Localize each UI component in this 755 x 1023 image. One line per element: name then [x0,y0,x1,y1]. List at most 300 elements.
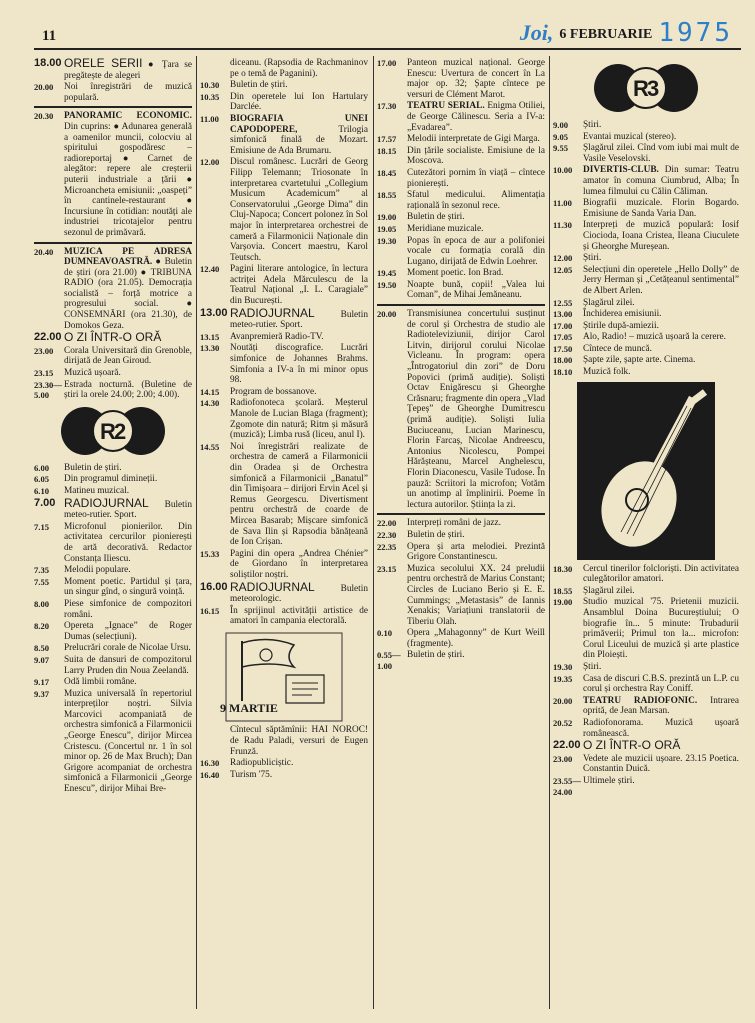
entry-time: 23.00 [34,345,54,356]
entry-description: Biografii muzicale. Florin Bogardo. Emisiune de Sanda Varia Dan. [583,198,739,219]
column-4 [553,58,739,1007]
entry-text [583,597,739,661]
entry-description: Enigma Otiliei, de George Călinescu. Seria a IV-a: „Evadarea”. [407,101,545,133]
entry-text [407,542,545,563]
entry-text [230,305,368,331]
entry-time: 12.00 [553,253,573,264]
program-entry [200,305,368,331]
program-entry [200,92,368,113]
entry-text [583,265,739,297]
entry-description: Noutăți discografice. Lucrări simfonice de Johannes Brahms. Simfonia a IV-a în mi minor opus 98. [230,343,368,386]
entry-time: 17.05 [553,332,573,343]
entry-time: 20.40 [34,246,54,257]
entry-text [407,190,545,211]
entry-time: 22.35 [377,541,397,552]
program-entry [553,120,739,131]
program-entry [553,740,739,753]
entry-description: Buletin meteo-rutier. Sport. [230,309,368,331]
program-entry [377,168,545,189]
entry-time [200,725,230,757]
entry-text [230,770,368,781]
entry-text [583,355,739,366]
entry-time: 18.00 [553,355,573,366]
entry-time: 6.00 [34,462,50,473]
entry-text [230,264,368,306]
entry-text [230,549,368,581]
entry-text [583,332,739,343]
program-entry [34,495,192,521]
entry-description: Din cuprins: ● Adunarea generală a oamenilor muncii, colocviu al spiritului gospodăresc – radioreportaj ● Carnet de alegător: repere ale creșterii puterii industriale a țării ● Microancheta emisiunii: „oaspeți” în cantinele-restaurant ● Incursiune în cotidian: noutăți ale industriei tricotajelor pentru sezonul de primăvară. [64,121,192,238]
program-entry [377,518,545,529]
entry-description: Pagini din opera „Andrea Chénier” de Giordano în interpretarea soliștilor noștri. [230,548,368,580]
entry-description: Selecțiuni din operetele „Hello Dolly” de Jerry Herman și „Cetățeanul sentimental” de Albert Arlen. [583,264,739,296]
section-rule [377,304,545,306]
program-entry [200,758,368,769]
svg-text:3: 3 [647,76,660,101]
entry-time: 19.00 [553,597,573,608]
entry-description: Turism '75. [230,769,273,780]
svg-text:2: 2 [114,418,127,444]
entry-description: Matineu muzical. [64,486,130,496]
entry-text [230,398,368,440]
entry-description: Microfonul pionierilor. Din activitatea cercurilor pionierești de artă decorativă. Redactor Constanța Iliescu. [64,521,192,564]
program-entry [377,190,545,211]
entry-time: 13.00 [553,309,573,320]
program-entry [377,236,545,268]
entry-description: Muzică ușoară. [64,368,121,379]
program-entry [34,346,192,367]
entry-description: Interpreți români de jazz. [407,518,501,529]
column-divider [196,56,197,1009]
program-entry [377,134,545,145]
entry-text [583,754,739,775]
entry-text [583,298,739,309]
dateline [520,20,733,46]
entry-time: 0.55—1.00 [377,650,401,672]
program-entry [377,309,545,510]
year-label: 1975 [658,18,733,48]
program-entry [553,220,739,252]
program-entry [34,599,192,620]
program-entry [377,628,545,649]
entry-text [583,321,739,332]
program-entry [34,380,192,401]
program-entry [200,549,368,581]
entry-text [583,309,739,320]
entry-time: 22.30 [377,529,397,540]
entry-time: 9.00 [553,120,569,130]
entry-description: Șlagărul zilei. [583,585,635,596]
entry-text [64,111,192,238]
entry-time: 8.50 [34,643,50,654]
entry-text [230,58,368,79]
r3-logo-icon [591,62,701,114]
entry-text [407,146,545,167]
program-entry [377,58,545,100]
program-entry [34,368,192,379]
entry-text [583,740,739,753]
entry-time: 7.00 [34,496,56,509]
program-entry [553,662,739,673]
entry-description: Știri. [583,662,602,672]
entry-description: Cîntecul săptămînii: HAI NOROC! de Radu Paladi, versuri de Eugen Frunză. [230,725,368,757]
entry-text [64,247,192,332]
entry-description: Moment poetic. Ion Brad. [407,268,504,279]
entry-time: 10.35 [200,91,220,102]
entry-text [230,92,368,113]
entry-description: ● Țara se pregătește de alegeri [64,60,192,81]
program-entry [34,577,192,598]
program-entry [377,530,545,541]
entry-text [230,579,368,605]
entry-time: 14.15 [200,386,220,397]
program-entry [200,157,368,263]
entry-time: 18.55 [377,190,397,201]
entry-text [583,776,739,797]
entry-title: RADIOJURNAL [230,305,315,320]
program-entry [34,332,192,345]
entry-description: Șapte zile, șapte arte. Cinema. [583,355,696,366]
illustration [553,382,739,560]
program-entry [377,650,545,671]
entry-time: 12.00 [200,157,220,168]
program-entry [553,367,739,378]
entry-time: 16.30 [200,758,220,769]
entry-text [407,628,545,649]
entry-description: Popas în epoca de aur a polifoniei vocale cu formația corală din Lugano, dirijată de Edwin Loehrer. [407,235,545,267]
entry-title: RADIOJURNAL [230,579,315,594]
entry-text [583,674,739,695]
program-entry [553,143,739,164]
entry-time: 22.00 [377,518,397,529]
program-entry [553,321,739,332]
entry-time: 19.45 [377,268,397,279]
program-entry [200,332,368,343]
entry-description: Radiopubliciștic. [230,758,294,769]
entry-text [64,463,192,474]
entry-time: 0.10 [377,628,393,639]
entry-description: Din programul dimineții. [64,474,158,485]
entry-text [583,696,739,717]
entry-time: 19.30 [377,235,397,246]
entry-text [64,577,192,598]
entry-title: DIVERTIS-CLUB. [583,165,659,176]
poster-caption: 9 MARTIE [220,700,278,715]
entry-description: Interpreți de muzică populară: Iosif Ciocioda, Ioana Cristea, Ileana Ciuculete și Gheorghe Mureșean. [583,220,739,252]
entry-time: 17.00 [553,320,573,331]
entry-description: Corala Universitară din Grenoble, dirijată de Jean Giroud. [64,345,192,367]
entry-time: 15.33 [200,548,220,559]
entry-title: O ZI ÎNTR-O ORĂ [64,330,162,345]
program-entry [34,82,192,103]
program-entry [377,564,545,628]
entry-description: Estrada nocturnă. (Buletine de știri la orele 24.00; 2.00; 4.00). [64,379,192,401]
entry-time: 10.30 [200,80,220,91]
entry-title: ORELE SERII [64,58,143,70]
column-divider [549,56,550,1009]
entry-text [407,101,545,133]
entry-text [407,268,545,279]
program-entry [200,442,368,548]
entry-time: 22.00 [34,331,62,344]
entry-time: 7.15 [34,521,50,532]
entry-time: 13.15 [200,331,220,342]
day-of-week: Joi, [519,20,554,45]
program-entry [200,606,368,627]
entry-time: 9.17 [34,677,50,688]
entry-time: 19.35 [553,673,573,684]
entry-time: 12.40 [200,264,220,275]
entry-time: 20.00 [553,695,573,706]
entry-description: Radiofonoteca școlară. Meșterul Manole de Lucian Blaga (fragment); Zgomote din natură; Ritm și măsură (muzică); Limba rusă (liceu, anul I). [230,398,368,441]
program-entry [200,398,368,440]
entry-text [407,564,545,628]
entry-text [64,495,192,521]
entry-description: Panteon muzical național. George Enescu: Uvertura de concert în La major op. 32; Șapte cîntece pe versuri de Clément Marot. [407,58,545,100]
entry-time: 12.05 [553,264,573,275]
entry-time: 20.52 [553,717,573,728]
entry-title: TEATRU SERIAL. [407,101,485,112]
entry-description: Melodii populare. [64,565,131,576]
entry-time: 23.55—24.00 [553,775,581,797]
entry-text [64,346,192,367]
program-entry [553,564,739,585]
entry-time: 6.05 [34,474,50,485]
entry-title: TEATRU RADIOFONIC. [583,695,698,706]
program-entry [553,344,739,355]
entry-text [230,157,368,263]
entry-text [64,368,192,379]
entry-text [583,132,739,143]
entry-description: Muzică folk. [583,367,631,378]
entry-text [230,114,368,156]
section-rule [34,106,192,108]
entry-text [407,168,545,189]
entry-time: 17.57 [377,134,397,145]
entry-description: Opera „Mahagonny” de Kurt Weill (fragmente). [407,628,545,649]
entry-description: Știrile după-amiezii. [583,320,659,331]
entry-description: Știri. [583,253,602,264]
entry-time: 11.00 [553,198,572,209]
entry-description: Vedete ale muzicii ușoare. 23.15 Poetica. Constantin Duică. [583,753,739,775]
entry-description: Buletin de știri. [407,650,465,661]
entry-description: Opereta „Ignace” de Roger Dumas (selecțiuni). [64,621,192,642]
entry-description: ● Buletin de știri (ora 21.00) ● TRIBUNA RADIO (ora 21.05). Democrația socialistă – forță motrice a progresului social. ● CONSEMNĂRI (ora 21.30), de Domokos Geza. [64,257,192,331]
entry-text [407,650,545,671]
program-entry [553,309,739,320]
entry-text [230,343,368,385]
program-entry [553,674,739,695]
svg-text:R: R [633,76,649,101]
entry-description: Muzica universală în repertoriul interpreților noștri. Silvia Marcovici acompaniată de orchestra simfonică a Filarmonicii „George Enescu”, dirijor Mircea Cristescu. (Concertul nr. 1 în sol minor op. 26 de Max Bruch); Dan Grigore acompaniat de orchestra simfonică a Filarmonicii „George Enescu”, dirijor Mihai Bre- [64,688,192,795]
entry-time: 8.00 [34,598,50,609]
entry-text [407,518,545,529]
program-entry [34,58,192,81]
entry-text [64,599,192,620]
entry-text [64,621,192,642]
entry-description: Piese simfonice de compozitori români. [64,598,192,620]
date-label: 6 FEBRUARIE [559,27,653,42]
entry-text [230,332,368,343]
entry-description: Melodii interpretate de Gigi Marga. [407,134,540,145]
entry-description: Noapte bună, copii! „Valea lui Coman”, de Mihai Jemăneanu. [407,279,545,301]
entry-time: 23.15 [377,563,397,574]
program-entry [553,696,739,717]
entry-title: RADIOJURNAL [64,495,149,510]
entry-time: 19.00 [377,212,397,223]
entry-text [583,718,739,739]
section-rule [377,513,545,515]
entry-time: 7.35 [34,565,50,576]
entry-text [583,220,739,252]
entry-time: 9.05 [553,131,569,142]
entry-description: Ultimele știri. [583,775,635,786]
program-entry [34,677,192,688]
entry-description: Evantai muzical (stereo). [583,131,677,142]
column-2 [200,58,368,1007]
program-entry [553,718,739,739]
entry-text [407,280,545,301]
program-entry [200,343,368,385]
entry-text [64,522,192,564]
entry-text [583,120,739,131]
entry-text [64,82,192,103]
entry-text [64,474,192,485]
entry-description: Din operetele lui Ion Hartulary Darclée. [230,91,368,113]
entry-description: Buletin de știri. [407,529,465,540]
program-entry [34,474,192,485]
entry-time: 20.30 [34,111,54,122]
entry-text [407,58,545,100]
station-logo [553,62,739,114]
page-header [34,20,741,50]
program-entry [377,146,545,167]
entry-text [583,564,739,585]
entry-description: Buletin de știri. [230,80,288,91]
entry-time: 18.30 [553,563,573,574]
entry-time: 9.37 [34,688,50,699]
program-entry [377,212,545,223]
entry-description: Transmisiunea concertului susținut de corul și Orchestra de studio ale Radioteleviziunii, dirijor Carol Litvin, dirijorul corului Nicolae Vicleanu. În program: opera „Întrogatoriul din zori” de Doru Popovici (primă audiție). Soliști Octav Enigărescu și Gheorghe Crăsnaru; fragmente din opera „Vlad Țepeș” de Gheorghe Dumitrescu (primă audiție). Soliști Iulia Buciuceanu, Lucian Marinescu, Florin Farcaș, Nicolae Andreescu, Antonius Nicolescu, Pompei Hărășteanu, Marcel Anghelescu, Florin Diaconescu, Vasile Tudose. În pauză: Scriitori la microfon; Votăm un anotimp al împlinirii. Poeme în lectura autorilor. Știința la zi. [407,309,545,510]
entry-time: 9.07 [34,654,50,665]
program-entry [34,111,192,238]
entry-time: 18.55 [553,585,573,596]
entry-text [407,236,545,268]
entry-description: Din sumar: Teatru amator în comuna Ciumbrud, Alba; În lumea filmului cu Călin Căliman. [583,165,739,197]
entry-time: 10.00 [553,165,573,176]
entry-text [64,655,192,676]
entry-text [230,758,368,769]
entry-time: 6.10 [34,486,50,496]
entry-text [64,380,192,401]
entry-text [230,80,368,91]
entry-time: 11.00 [200,113,219,124]
entry-description: Casa de discuri C.B.S. prezintă un L.P. cu corul și orchestra Ray Coniff. [583,673,739,695]
program-entry [553,597,739,661]
entry-time: 18.10 [553,367,573,378]
entry-time: 17.30 [377,101,397,112]
entry-text [230,387,368,398]
program-entry [553,776,739,797]
lute-illustration [577,382,715,560]
entry-time: 18.15 [377,145,397,156]
column-3 [377,58,545,1007]
entry-text [583,198,739,219]
entry-time [200,58,230,79]
entry-text [407,134,545,145]
program-entry [553,586,739,597]
entry-time: 20.00 [34,82,54,93]
entry-description: Pagini literare antologice, în lectura actriței Adela Mărculescu de la Teatrul Național „I. L. Caragiale” din București. [230,264,368,307]
r2-logo-icon [58,405,168,457]
program-entry [200,725,368,757]
entry-description: Cîntece de muncă. [583,343,652,354]
entry-text [64,565,192,576]
entry-time: 14.55 [200,441,220,452]
entry-description: Buletin de știri. [64,462,122,473]
entry-text [407,212,545,223]
entry-text [64,677,192,688]
entry-text [64,643,192,654]
poster [200,631,368,714]
entry-time: 16.40 [200,769,220,780]
entry-description: Sfatul medicului. Alimentația rațională în sezonul rece. [407,190,545,211]
entry-description: În sprijinul activității artistice de amatori în campania electorală. [230,605,368,627]
entry-title: O ZI ÎNTR-O ORĂ [583,738,681,753]
entry-description: Avanpremieră Radio-TV. [230,331,324,342]
station-logo [34,405,192,457]
entry-description: Muzica secolului XX. 24 preludii pentru orchestră de Marius Constant; Circles de Luciano Berio și E. E. Cummings; „Metastasis” de Iannis Xenakis; Variațiuni translatorii de Tiberiu Olah. [407,563,545,627]
program-entry [377,280,545,301]
entry-description: Program de bossanove. [230,386,317,397]
program-entry [553,265,739,297]
program-entry [34,621,192,642]
program-entry [553,754,739,775]
entry-description: Noi înregistrări de muzică populară. [64,82,192,103]
program-entry [553,165,739,197]
entry-time: 19.05 [377,223,397,234]
entry-description: Studio muzical '75. Prietenii muzicii. Ansamblul Doina Bucureștiului; O biografie în... 5 minute: Trubadurii primăverii; Primul ton la... microfon: Corul Liceului de muzică și arte plastice din Ploiești. [583,597,739,661]
entry-description: Șlagărul zilei. [583,297,635,308]
entry-text [230,606,368,627]
program-entry [377,542,545,563]
entry-text [583,367,739,378]
entry-description: Cutezători pornim în viață – cîntece pionierești. [407,167,545,189]
program-entry [34,689,192,795]
entry-time: 16.00 [200,580,228,593]
entry-text [583,143,739,164]
program-entry [377,268,545,279]
program-entry [553,332,739,343]
program-entry [200,80,368,91]
entry-text [64,332,192,345]
entry-title: BIOGRAFIA UNEI CAPODOPERE, [230,113,368,135]
program-entry [553,132,739,143]
section-rule [34,242,192,244]
entry-description: Radiofonorama. Muzică ușoară românească. [583,717,739,739]
program-entry [553,253,739,264]
program-entry [377,224,545,235]
entry-description: diceanu. (Rapsodia de Rachmaninov pe o temă de Paganini). [230,58,368,79]
program-entry [200,387,368,398]
program-entry [377,101,545,133]
entry-text [583,586,739,597]
entry-description: Discul românesc. Lucrări de Georg Filipp Telemann; Triosonate în interpretarea cvartetului „Collegium Musicum Academicum” al Conservatorului „George Dima” din Cluj-Napoca; Concert polonez în Sol major în interpretarea orchestrei de cameră a Filarmonicii Naționale din Varșovia. Concert maestru, Karol Teutsch. [230,157,368,263]
entry-text [407,224,545,235]
entry-text [583,662,739,673]
program-entry [553,198,739,219]
program-entry [200,579,368,605]
